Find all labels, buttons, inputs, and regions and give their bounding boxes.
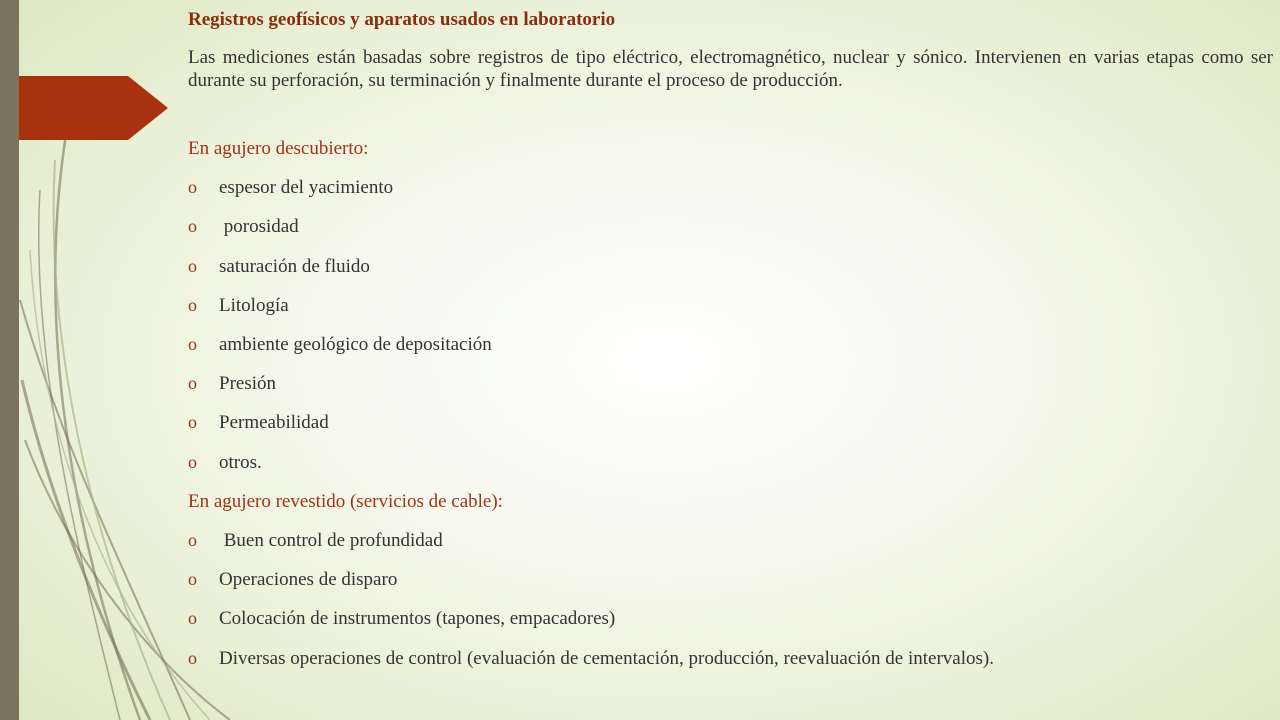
bullet-icon: o [188, 569, 197, 589]
intro-paragraph: Las mediciones están basadas sobre registros de tipo eléctrico, electromagnético, nuclear y sónico. Intervienen en varias etapas como ser durante su perforación, su terminación y finalmente durante el proceso de producción. [188, 47, 1273, 91]
list-item: o saturación de fluido [188, 256, 370, 277]
cased-hole-heading: En agujero revestido (servicios de cable): [188, 491, 503, 512]
slide-title: Registros geofísicos y aparatos usados en laboratorio [188, 9, 616, 30]
list-item: o otros. [188, 452, 262, 473]
bullet-icon: o [188, 412, 197, 432]
bullet-icon: o [188, 373, 197, 393]
bullet-icon: o [188, 216, 197, 236]
bullet-icon: o [188, 648, 197, 668]
list-item: o espesor del yacimiento [188, 177, 394, 198]
list-item: o Permeabilidad [188, 412, 329, 433]
list-item: o Colocación de instrumentos (tapones, empacadores) [188, 608, 616, 629]
list-item: o ambiente geológico de depositación [188, 334, 492, 355]
list-item: o Presión [188, 373, 276, 394]
bullet-icon: o [188, 608, 197, 628]
bullet-icon: o [188, 256, 197, 276]
bullet-icon: o [188, 452, 197, 472]
bullet-icon: o [188, 334, 197, 354]
open-hole-heading: En agujero descubierto: [188, 138, 369, 159]
list-item: o Diversas operaciones de control (evaluación de cementación, producción, reevaluación de intervalos). [188, 648, 994, 669]
bullet-icon: o [188, 530, 197, 550]
arrow-banner-shape [0, 0, 170, 720]
bullet-icon: o [188, 295, 197, 315]
list-item: o Operaciones de disparo [188, 569, 398, 590]
list-item: o Litología [188, 295, 289, 316]
bullet-icon: o [188, 177, 197, 197]
list-item: o Buen control de profundidad [188, 530, 443, 551]
list-item: o porosidad [188, 216, 299, 237]
